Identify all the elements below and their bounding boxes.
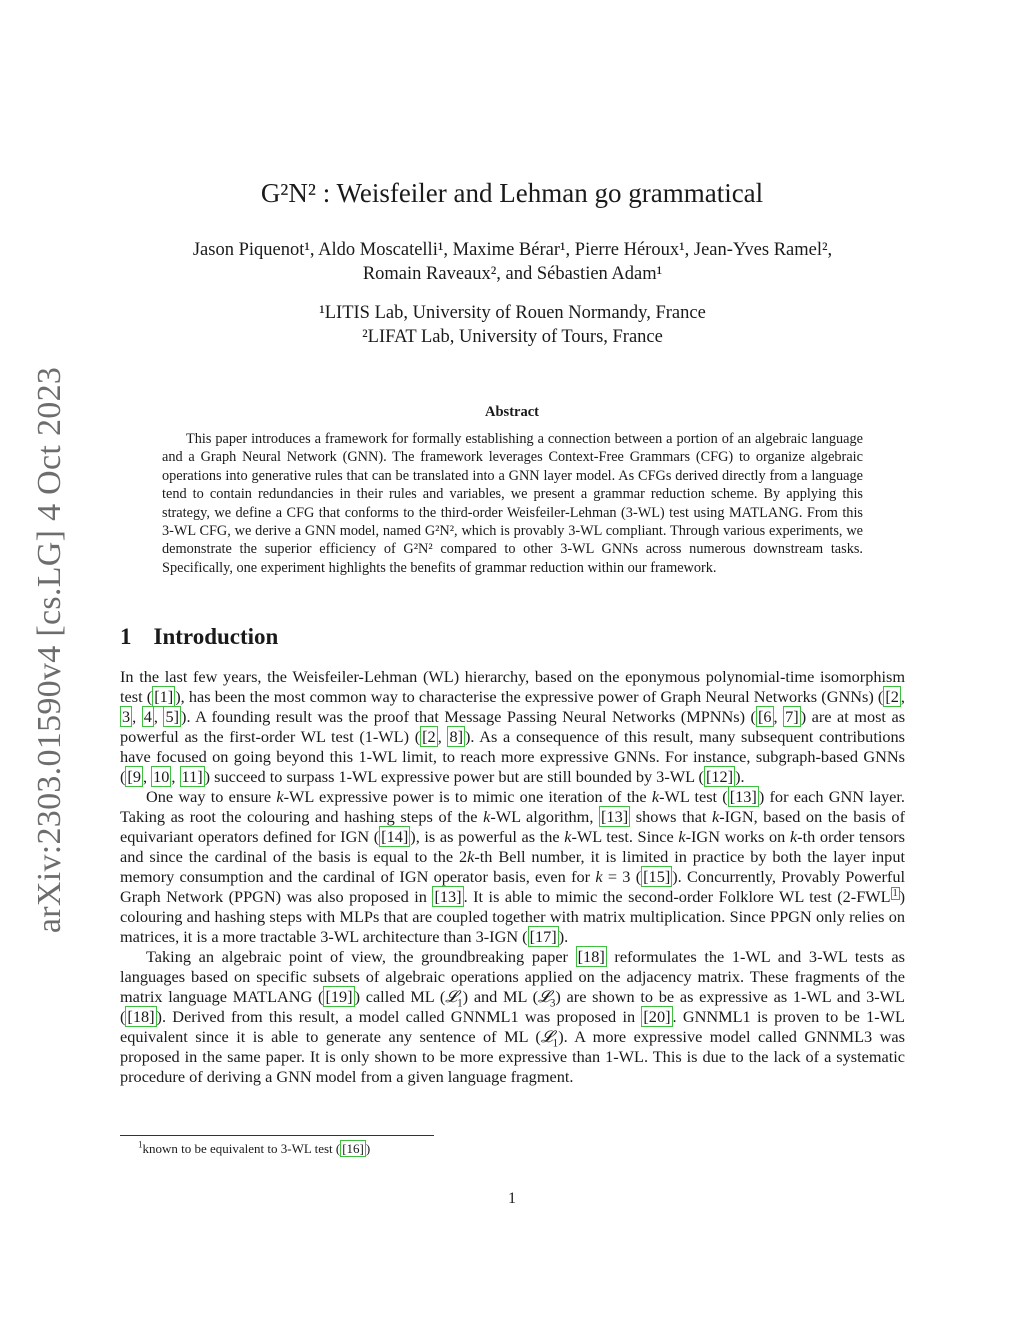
footnote-rule [120,1135,434,1136]
citation-link[interactable]: [2 [422,727,436,746]
introduction-body [120,667,905,1087]
text-run: ). [735,767,745,786]
paragraph [120,667,905,787]
math-variable: k [651,787,660,806]
paragraph [120,787,905,947]
citation-link[interactable]: 7] [785,707,799,726]
text-run: ). As a consequence of this result, many subsequent contributions have focused on going beyond this 1-WL limit, to reach more expressive GNNs. For instance, subgraph-based GNNs ( [120,727,905,786]
math-variable: k [678,827,686,846]
citation-link[interactable]: [20] [643,1007,671,1026]
text-run: ), has been the most common way to characterise the expressive power of Graph Neural Networks (GNNs) ( [175,687,884,706]
citation-link[interactable]: 11] [181,767,203,786]
text-run: ) called ML ( [354,987,446,1006]
citation-link[interactable]: [13] [434,887,462,906]
text-run: -WL algorithm, [490,807,600,826]
affiliations [120,301,905,349]
text-run: Taking an algebraic point of view, the groundbreaking paper [146,947,576,966]
citation-link[interactable]: [6 [757,707,772,726]
text-run: , [171,767,180,786]
text-run: One way to ensure [146,787,277,806]
text-run: -WL test ( [659,787,728,806]
section-title: Introduction [153,624,279,649]
math-variable: k [595,867,603,886]
citation-link[interactable]: [14] [381,827,409,846]
math-variable: k [712,807,720,826]
math-symbol: 𝓛 [538,987,550,1006]
paragraph [120,947,905,1087]
text-run: . It is able to mimic the second-order Folklore WL test (2-FWL [463,887,891,906]
math-subscript: 3 [549,997,556,1010]
paper-title: G²N² : Weisfeiler and Lehman go grammatical [260,178,764,208]
citation-link[interactable]: 8] [449,727,464,746]
affiliation-line: ¹LITIS Lab, University of Rouen Normandy, France [319,303,706,323]
footnote-mark: 1 [138,1139,143,1150]
text-run: -IGN, based on the basis of equivariant operators defined for IGN ( [120,807,905,846]
arxiv-id-text: arXiv:2303.01590v4 [cs.LG] 4 Oct 2023 [31,366,68,934]
text-run: ), is as powerful as the [410,827,565,846]
author-list [120,238,905,286]
text-run: shows that [630,807,713,826]
citation-link[interactable]: 5] [165,707,180,726]
text-run: -th order tensors and since the cardinal of the basis is equal to the 2 [120,827,906,866]
citation-link[interactable]: [15] [643,867,671,886]
text-run: ) are at most as powerful as the first-order WL test (1-WL) ( [120,707,906,746]
section-heading [120,624,278,650]
citation-link[interactable]: [13] [601,807,629,826]
math-subscript: 1 [457,997,463,1010]
text-run: ). Concurrently, Provably Powerful Graph Network (PPGN) was also proposed in [120,867,905,906]
text-run: ). [558,927,569,946]
citation-link[interactable]: [1] [154,687,174,706]
text-run: In the last few years, the Weisfeiler-Lehman (WL) hierarchy, based on the eponymous polynomial-time isomorphism test ( [120,667,905,706]
citation-link[interactable]: 4 [143,707,152,726]
citation-link[interactable]: 10 [153,767,170,786]
math-variable: k [564,827,572,846]
math-variable: k [467,847,475,866]
citation-link[interactable]: [16] [342,1141,364,1156]
text-run: , [437,727,448,746]
text-run: -WL test. Since [571,827,679,846]
arxiv-identifier [20,366,80,934]
math-symbol: 𝓛 [540,1027,553,1046]
text-run: , [132,707,142,726]
text-run: ) colouring and hashing steps with MLPs that are coupled together with matrix multiplication. Since PPGN only relies on matrices, it is a more tractable 3-WL architecture than 3-IGN ( [120,887,906,946]
text-run: ) and ML ( [462,987,539,1006]
text-run: = 3 ( [602,867,642,886]
citation-link[interactable]: [18] [577,947,605,966]
text-run: ). Derived from this result, a model called GNNML1 was proposed in [156,1007,642,1026]
footnote-text: known to be equivalent to 3-WL test ( [142,1141,341,1156]
abstract-text: This paper introduces a framework for formally establishing a connection between a portion of an algebraic language and a Graph Neural Network (GNN). The framework leverages Context-Free Grammars (CFG) to organize algebraic operations into generative rules that can be translated into a GNN layer model. As CFGs derived directly from a language tend to contain redundancies in their rules and variables, we present a grammar reduction scheme. By applying this strategy, we define a CFG that conforms to the third-order Weisfeiler-Lehman (3-WL) test using MATLANG. From this 3-WL CFG, we derive a GNN model, named G²N², which is provably 3-WL compliant. Through various experiments, we demonstrate the superior efficiency of G²N² compared to other 3-WL GNNs across numerous downstream tasks. Specifically, one experiment highlights the benefits of grammar reduction within our framework. [162,431,863,576]
text-run: ) are shown to be as expressive as 1-WL and 3-WL ( [120,987,905,1026]
citation-link[interactable]: [9 [127,767,141,786]
math-subscript: 1 [552,1037,559,1050]
text-run: -WL expressive power is to mimic one iteration of the [283,787,652,806]
citation-link[interactable]: [19] [325,987,353,1006]
text-run: ) succeed to surpass 1-WL expressive power but are still bounded by 3-WL ( [204,767,704,786]
abstract-heading: Abstract [485,404,539,420]
text-run: reformulates the 1-WL and 3-WL tests as languages based on specific subsets of algebraic operations applied on the adjacency matrix. These fragments of the matrix language MATLANG ( [120,947,905,1006]
citation-link[interactable]: [2 [885,687,899,706]
author-line: Romain Raveaux², and Sébastien Adam¹ [362,264,663,284]
citation-link[interactable]: [18] [127,1007,155,1026]
math-variable: k [483,807,491,826]
author-line: Jason Piquenot¹, Aldo Moscatelli¹, Maxime Bérar¹, Pierre Héroux¹, Jean-Yves Ramel², [192,240,833,260]
citation-link[interactable]: [12] [705,767,734,786]
citation-link[interactable]: [17] [529,927,557,946]
citation-link[interactable]: [13] [729,787,757,806]
text-run: -IGN works on [685,827,790,846]
footnote-ref-link[interactable]: 1 [892,887,898,899]
affiliation-line: ²LIFAT Lab, University of Tours, France [362,327,663,347]
text-run: . GNNML1 is proven to be 1-WL equivalent since it is able to generate any sentence of ML ( [120,1007,905,1046]
math-symbol: 𝓛 [445,987,458,1006]
text-run: ). A more expressive model called GNNML3 was proposed in the same paper. It is only shown to be more expressive than 1-WL. This is due to the lack of a systematic procedure of deriving a GNN model from a given language fragment. [120,1027,905,1086]
math-variable: k [789,827,798,846]
section-number: 1 [120,624,132,649]
page-number: 1 [508,1190,516,1207]
text-run: , [900,687,905,706]
text-run: ). A founding result was the proof that Message Passing Neural Networks (MPNNs) ( [181,707,756,726]
text-run: , [153,707,164,726]
text-run: -th Bell number, it is limited in practice by both the layer input memory consumption and the cardinal of IGN operator basis, even for [120,847,905,886]
text-run: ) for each GNN layer. Taking as root the colouring and hashing steps of the [120,787,906,826]
math-variable: k [276,787,284,806]
citation-link[interactable]: 3 [122,707,131,726]
footnote-text-end: ) [365,1141,371,1156]
footnote [138,1141,370,1157]
text-run: , [773,707,784,726]
text-run: , [142,767,152,786]
